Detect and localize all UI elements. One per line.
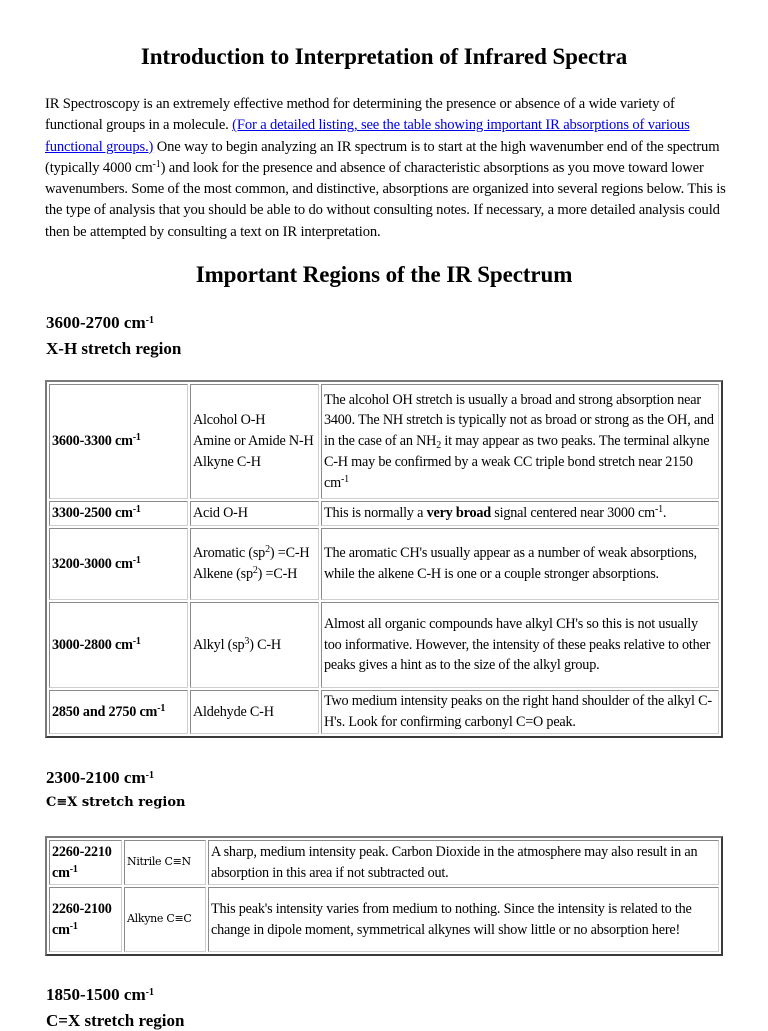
table-row bbox=[49, 840, 719, 885]
description-cell: The aromatic CH's usually appear as a number of weak absorptions, while the alkene C-H is one or a couple stronger absorptions. bbox=[321, 528, 719, 600]
range-cell: 2260-2100 $cm^{-1}$ bbox=[49, 887, 122, 952]
table-row bbox=[49, 384, 719, 499]
section-name-cx-triple: C≡X stretch region bbox=[46, 795, 186, 810]
group-cell: Alcohol O-H Amine or Amide N-H Alkyne C-H bbox=[190, 384, 319, 499]
description-cell: A sharp, medium intensity peak. Carbon Dioxide in the atmosphere may also result in an absorption in this area if not subtracted out. bbox=[208, 840, 719, 885]
section-name-xh: X-H stretch region bbox=[46, 339, 182, 358]
group-cell: Aldehyde C-H bbox=[190, 690, 319, 734]
group-cell: Alkyl $(sp^3)$ C-H bbox=[190, 602, 319, 688]
section-name-cx-double: C=X stretch region bbox=[46, 1011, 185, 1030]
group-cell: Nitrile C≡N bbox=[124, 840, 206, 885]
xh-stretch-table bbox=[45, 380, 723, 738]
range-cell: 2850 and 2750 $cm^{-1}$ bbox=[49, 690, 188, 734]
regions-heading: Important Regions of the IR Spectrum bbox=[195, 262, 573, 287]
table-row bbox=[49, 602, 719, 688]
unit-exponent: -1 bbox=[152, 158, 161, 170]
group-cell: Aromatic $(sp^2) =C-H$ Alkene $(sp^2) =C-H$ bbox=[190, 528, 319, 600]
ir-table-link[interactable]: (For a detailed listing, see the table showing important IR absorptions of various functional groups.) bbox=[45, 117, 690, 155]
range-cell: 3300-2500 $cm^{-1}$ bbox=[49, 501, 188, 526]
table-row bbox=[49, 690, 719, 734]
description-cell: This peak's intensity varies from medium to nothing. Since the intensity is related to the change in dipole moment, symmetrical alkynes will show little or no absorption here! bbox=[208, 887, 719, 952]
section-range-xh: 3600-2700 $cm^{-1}$ bbox=[46, 313, 154, 332]
intro-text-2: One way to begin analyzing an IR spectrum is to start at the high wavenumber end of the spectrum (typically 4000 cm bbox=[45, 138, 720, 176]
section-range-cx-double: 1850-1500 $cm^{-1}$ bbox=[46, 985, 154, 1004]
section-range-cx-triple: 2300-2100 $cm^{-1}$ bbox=[46, 768, 154, 787]
intro-text: IR Spectroscopy is an extremely effective method for determining the presence or absence of a wide variety of functional groups in a molecule. bbox=[45, 96, 675, 134]
group-cell: Acid O-H bbox=[190, 501, 319, 526]
range-cell: 3200-3000 $cm^{-1}$ bbox=[49, 528, 188, 600]
description-cell: The alcohol OH stretch is usually a broad and strong absorption near 3400. The NH stretch is typically not as broad or strong as the OH, and in the case of an $NH_2$ it may appear as two peaks. The terminal alkyne C-H may be confirmed by a weak CC triple bond stretch near 2150 $cm^{-1}$ bbox=[321, 384, 719, 499]
intro-paragraph bbox=[45, 94, 727, 243]
range-cell: 3600-3300 $cm^{-1}$ bbox=[49, 384, 188, 499]
description-cell: Almost all organic compounds have alkyl CH's so this is not usually too informative. However, the intensity of these peaks relative to other peaks gives a hint as to the size of the alkyl group. bbox=[321, 602, 719, 688]
page-title: Introduction to Interpretation of Infrared Spectra bbox=[140, 44, 628, 69]
description-cell: This is normally a very broad signal centered near 3000 $cm^{-1}$. bbox=[321, 501, 719, 526]
intro-text-3: ) and look for the presence and absence of characteristic absorptions as you move toward lower wavenumbers. Some of the most common, and distinctive, absorptions are organized into several regions below. This is the type of analysis that you should be able to do without consulting notes. If necessary, a more detailed analysis could then be attempted by consulting a text on IR interpretation. bbox=[45, 159, 726, 240]
cx-triple-stretch-table bbox=[45, 836, 723, 956]
table-row bbox=[49, 501, 719, 526]
group-cell: Alkyne C≡C bbox=[124, 887, 206, 952]
table-row bbox=[49, 528, 719, 600]
description-cell: Two medium intensity peaks on the right hand shoulder of the alkyl C-H's. Look for confirming carbonyl C=O peak. bbox=[321, 690, 719, 734]
table-row bbox=[49, 887, 719, 952]
range-cell: 3000-2800 $cm^{-1}$ bbox=[49, 602, 188, 688]
range-cell: 2260-2210 $cm^{-1}$ bbox=[49, 840, 122, 885]
